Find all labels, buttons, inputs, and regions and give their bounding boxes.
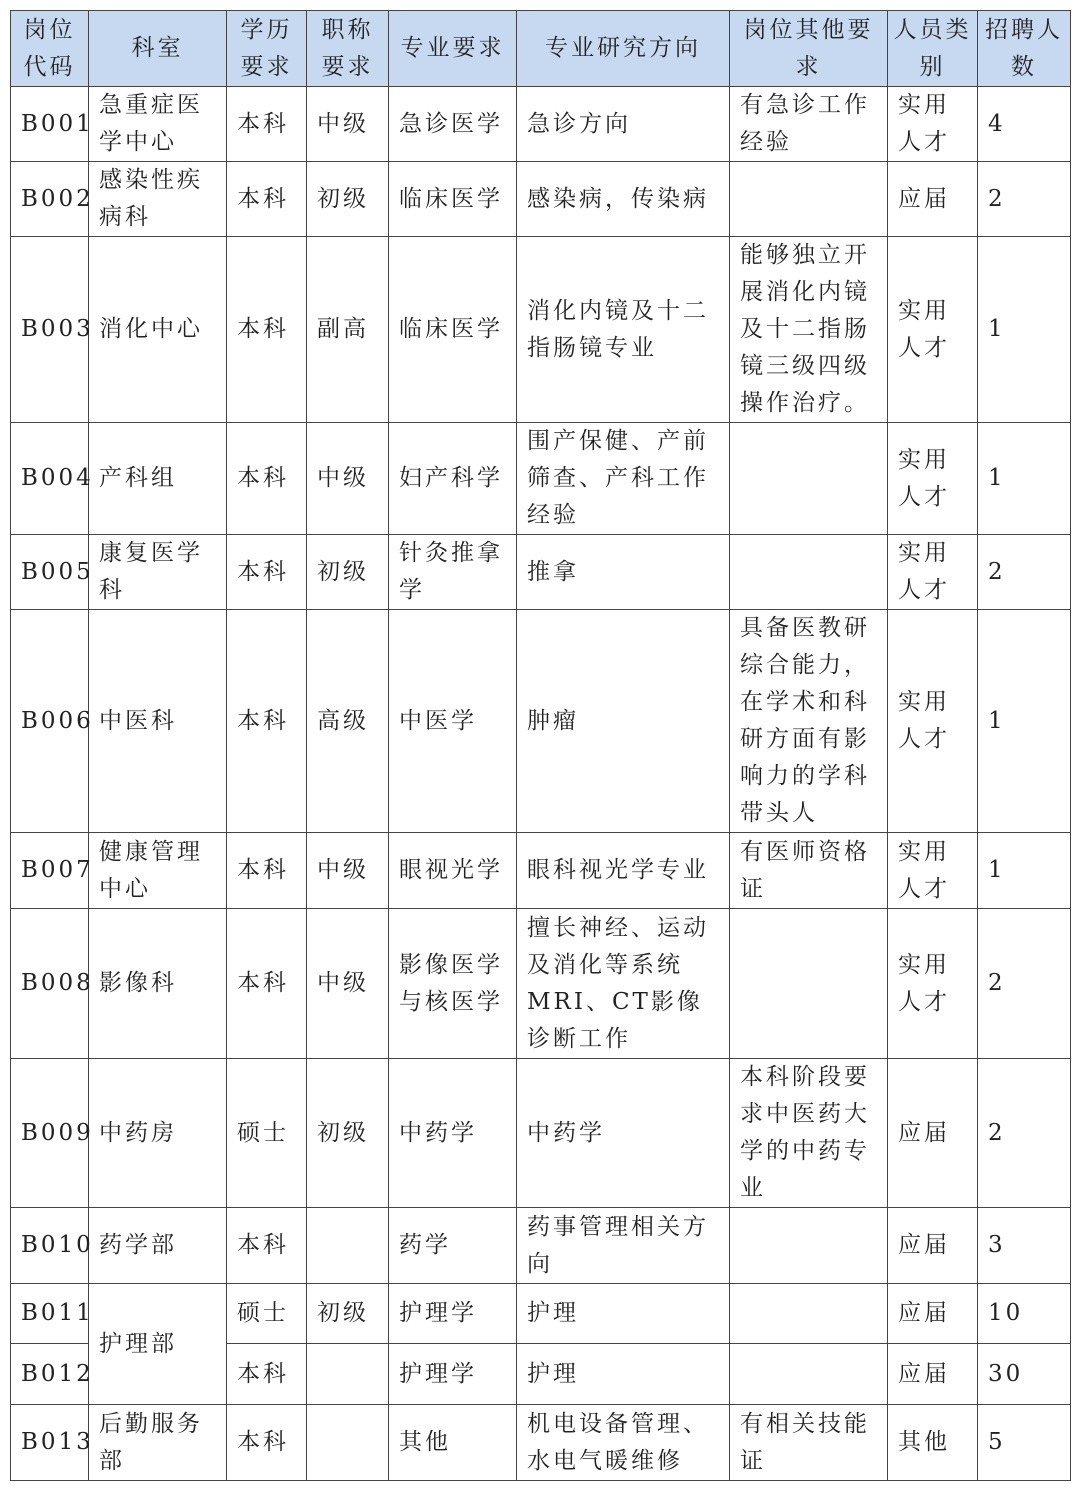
cell-dept: 影像科	[89, 909, 227, 1059]
cell-type: 应届	[888, 1208, 978, 1284]
cell-title: 初级	[307, 1059, 389, 1208]
cell-direction: 眼科视光学专业	[517, 833, 730, 909]
cell-dept: 健康管理中心	[89, 833, 227, 909]
cell-major: 临床医学	[389, 237, 517, 423]
cell-title: 初级	[307, 1284, 389, 1344]
cell-type: 实用人才	[888, 423, 978, 535]
cell-direction: 感染病，传染病	[517, 162, 730, 237]
cell-count: 1	[978, 423, 1071, 535]
header-count: 招聘人数	[978, 11, 1071, 87]
cell-count: 30	[978, 1344, 1071, 1405]
cell-code: B012	[11, 1344, 89, 1405]
cell-major: 眼视光学	[389, 833, 517, 909]
cell-count: 1	[978, 237, 1071, 423]
table-row	[11, 162, 1071, 237]
cell-direction: 急诊方向	[517, 87, 730, 162]
cell-major: 中药学	[389, 1059, 517, 1208]
cell-type: 应届	[888, 1344, 978, 1405]
cell-type: 实用人才	[888, 833, 978, 909]
cell-direction: 护理	[517, 1344, 730, 1405]
cell-edu: 硕士	[227, 1284, 307, 1344]
cell-direction: 擅长神经、运动及消化等系统MRI、CT影像诊断工作	[517, 909, 730, 1059]
cell-type: 实用人才	[888, 87, 978, 162]
cell-edu: 本科	[227, 909, 307, 1059]
cell-direction: 围产保健、产前筛查、产科工作经验	[517, 423, 730, 535]
header-type: 人员类别	[888, 11, 978, 87]
cell-major: 影像医学与核医学	[389, 909, 517, 1059]
cell-other	[730, 535, 888, 610]
cell-title	[307, 1344, 389, 1405]
cell-title: 中级	[307, 833, 389, 909]
cell-code: B008	[11, 909, 89, 1059]
cell-title	[307, 1208, 389, 1284]
table-row	[11, 535, 1071, 610]
cell-major: 妇产科学	[389, 423, 517, 535]
cell-other: 具备医教研综合能力，在学术和科研方面有影响力的学科带头人	[730, 610, 888, 833]
cell-title: 中级	[307, 423, 389, 535]
cell-code: B010	[11, 1208, 89, 1284]
cell-code: B011	[11, 1284, 89, 1344]
cell-other: 有医师资格证	[730, 833, 888, 909]
table-row	[11, 1405, 1071, 1481]
cell-dept: 感染性疾病科	[89, 162, 227, 237]
table-row	[11, 1208, 1071, 1284]
cell-title: 中级	[307, 87, 389, 162]
cell-direction: 消化内镜及十二指肠镜专业	[517, 237, 730, 423]
header-row	[11, 11, 1071, 87]
cell-edu: 本科	[227, 162, 307, 237]
cell-other: 有相关技能证	[730, 1405, 888, 1481]
cell-edu: 本科	[227, 237, 307, 423]
table-row	[11, 610, 1071, 833]
cell-direction: 中药学	[517, 1059, 730, 1208]
cell-direction: 药事管理相关方向	[517, 1208, 730, 1284]
cell-edu: 本科	[227, 610, 307, 833]
cell-major: 护理学	[389, 1344, 517, 1405]
cell-dept: 消化中心	[89, 237, 227, 423]
table-row	[11, 833, 1071, 909]
cell-dept: 康复医学科	[89, 535, 227, 610]
cell-count: 2	[978, 535, 1071, 610]
cell-edu: 硕士	[227, 1059, 307, 1208]
cell-count: 2	[978, 162, 1071, 237]
cell-other	[730, 423, 888, 535]
table-row	[11, 237, 1071, 423]
cell-direction: 推拿	[517, 535, 730, 610]
cell-direction: 机电设备管理、水电气暖维修	[517, 1405, 730, 1481]
cell-title: 高级	[307, 610, 389, 833]
table-row	[11, 909, 1071, 1059]
cell-count: 1	[978, 833, 1071, 909]
cell-major: 其他	[389, 1405, 517, 1481]
cell-count: 2	[978, 1059, 1071, 1208]
cell-type: 实用人才	[888, 909, 978, 1059]
cell-edu: 本科	[227, 1208, 307, 1284]
header-major: 专业要求	[389, 11, 517, 87]
cell-other: 本科阶段要求中医药大学的中药专业	[730, 1059, 888, 1208]
cell-count: 4	[978, 87, 1071, 162]
cell-direction: 肿瘤	[517, 610, 730, 833]
cell-title: 副高	[307, 237, 389, 423]
cell-code: B002	[11, 162, 89, 237]
cell-other	[730, 162, 888, 237]
cell-other	[730, 909, 888, 1059]
cell-dept: 急重症医学中心	[89, 87, 227, 162]
cell-major: 临床医学	[389, 162, 517, 237]
cell-edu: 本科	[227, 535, 307, 610]
cell-type: 其他	[888, 1405, 978, 1481]
cell-other: 能够独立开展消化内镜及十二指肠镜三级四级操作治疗。	[730, 237, 888, 423]
cell-dept: 中医科	[89, 610, 227, 833]
cell-major: 中医学	[389, 610, 517, 833]
cell-edu: 本科	[227, 1405, 307, 1481]
cell-code: B009	[11, 1059, 89, 1208]
table-row	[11, 1284, 1071, 1344]
table-row	[11, 1059, 1071, 1208]
cell-type: 应届	[888, 162, 978, 237]
cell-code: B006	[11, 610, 89, 833]
cell-type: 实用人才	[888, 610, 978, 833]
cell-dept: 护理部	[89, 1284, 227, 1405]
cell-type: 实用人才	[888, 237, 978, 423]
cell-dept: 后勤服务部	[89, 1405, 227, 1481]
cell-code: B004	[11, 423, 89, 535]
cell-major: 针灸推拿学	[389, 535, 517, 610]
header-edu: 学历要求	[227, 11, 307, 87]
cell-title	[307, 1405, 389, 1481]
cell-edu: 本科	[227, 423, 307, 535]
cell-major: 急诊医学	[389, 87, 517, 162]
cell-other	[730, 1344, 888, 1405]
cell-major: 护理学	[389, 1284, 517, 1344]
cell-edu: 本科	[227, 1344, 307, 1405]
cell-dept: 药学部	[89, 1208, 227, 1284]
cell-count: 3	[978, 1208, 1071, 1284]
cell-type: 应届	[888, 1059, 978, 1208]
cell-other	[730, 1284, 888, 1344]
cell-title: 初级	[307, 162, 389, 237]
table-row	[11, 423, 1071, 535]
header-title: 职称要求	[307, 11, 389, 87]
cell-type: 实用人才	[888, 535, 978, 610]
header-other: 岗位其他要求	[730, 11, 888, 87]
cell-code: B007	[11, 833, 89, 909]
cell-count: 10	[978, 1284, 1071, 1344]
cell-direction: 护理	[517, 1284, 730, 1344]
recruitment-table	[10, 10, 1071, 1481]
cell-title: 中级	[307, 909, 389, 1059]
cell-edu: 本科	[227, 87, 307, 162]
cell-edu: 本科	[227, 833, 307, 909]
cell-code: B013	[11, 1405, 89, 1481]
header-code: 岗位代码	[11, 11, 89, 87]
cell-other: 有急诊工作经验	[730, 87, 888, 162]
cell-code: B003	[11, 237, 89, 423]
cell-count: 5	[978, 1405, 1071, 1481]
cell-count: 1	[978, 610, 1071, 833]
cell-code: B001	[11, 87, 89, 162]
cell-title: 初级	[307, 535, 389, 610]
cell-other	[730, 1208, 888, 1284]
cell-dept: 中药房	[89, 1059, 227, 1208]
cell-code: B005	[11, 535, 89, 610]
cell-count: 2	[978, 909, 1071, 1059]
header-dept: 科室	[89, 11, 227, 87]
cell-major: 药学	[389, 1208, 517, 1284]
cell-dept: 产科组	[89, 423, 227, 535]
header-direction: 专业研究方向	[517, 11, 730, 87]
table-row	[11, 87, 1071, 162]
cell-type: 应届	[888, 1284, 978, 1344]
